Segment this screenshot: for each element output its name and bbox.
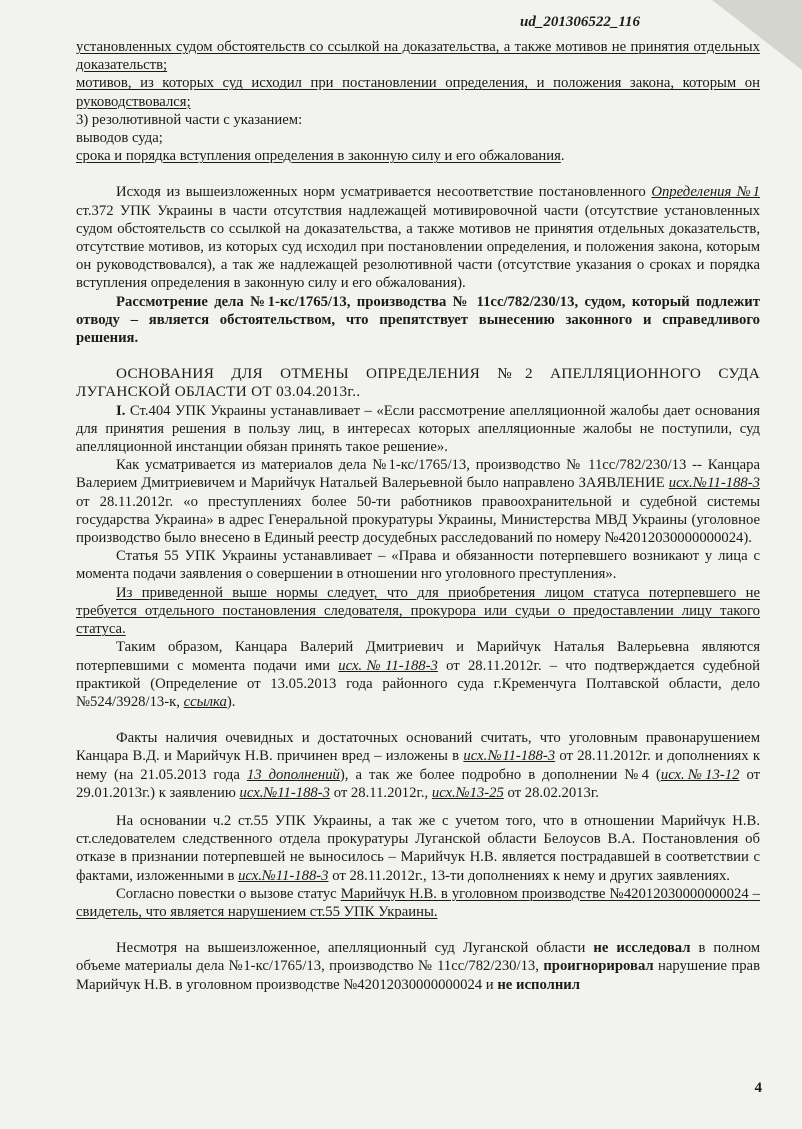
section-heading: ОСНОВАНИЯ ДЛЯ ОТМЕНЫ ОПРЕДЕЛЕНИЯ №2 АПЕЛЛЯЦИОННОГО СУДА ЛУГАНСКОЙ ОБЛАСТИ ОТ 03.04.2013г.. [76,365,760,401]
reference-link[interactable]: исх.№13-25 [431,784,504,801]
reference-link[interactable]: исх.№11-188-3 [668,475,760,492]
paragraph-8: Таким образом, Канцара Валерий Дмитриевич и Марийчук Наталья Валерьевна являются потерпевшими с момента подачи ими исх.№11-188-3 от 28.11.2012г. – что подтверждается судебной практикой (Определение от 13.05.2013 года районного суда г.Кременчуга Полтавской области, дело №524/3928/13-к, ссылка). [76,639,761,710]
paragraph-1d: выводов суда; [76,130,163,147]
paragraph-1e: срока и порядка вступления определения в законную силу и его обжалования. [76,148,565,165]
paragraph-2: Исходя из вышеизложенных норм усматривается несоответствие постановленного Определения №1 ст.372 УПК Украины в части отсутствия надлежащей мотивировочной части (отсутствие установленных судом обстоятельств со ссылкой на доказательства, а также мотивов не принятия отдельных доказательств, отсутствие мотивов, из которых суд исходил при постановлении определения, и положения закона, которым он руководствовался), а так же надлежащей резолютивной части (отсутствие указания о сроках и порядка вступления определения в законную силу и его обжалования). [76,184,761,292]
reference-link[interactable]: исх.№11-188-3 [338,657,438,674]
page-number: 4 [754,1080,762,1096]
reference-link[interactable]: исх.№13-12 [660,766,740,783]
reference-link[interactable]: исх.№11-188-3 [239,784,331,801]
reference-link[interactable]: 13 дополнений [246,766,340,783]
reference-link[interactable]: исх.№11-188-3 [238,867,329,884]
paragraph-1c: 3) резолютивной части с указанием: [76,111,303,128]
paragraph-7: Из приведенной выше нормы следует, что для приобретения лицом статуса потерпевшего не требуется отдельного постановления следователя, прокурора или судьи о предоставлении лицу такого статуса. [76,584,760,638]
paragraph-1a: установленных судом обстоятельств со ссылкой на доказательства, а также мотивов не принятия отдельных доказательств; [76,39,760,74]
paragraph-4: I. Ст.404 УПК Украины устанавливает – «Если рассмотрение апелляционной жалобы дает основания для принятия решения в пользу лиц, в интересах которых апелляционные жалобы не поступили, суд апелляционной инстанции обязан принять такое решение». [76,402,761,456]
paragraph-12: Несмотря на вышеизложенное, апелляционный суд Луганской области не исследовал в полном объеме материалы дела №1-кс/1765/13, производство № 11сс/782/230/13, проигнорировал нарушение прав Марийчук Н.В. в уголовном производстве №42012030000000024 и не исполнил [76,940,761,993]
paragraph-10: На основании ч.2 ст.55 УПК Украины, а так же с учетом того, что в отношении Марийчук Н.В. ст.следователем следственного отдела прокуратуры Луганской области Белоусов В.А. Постановления об отказе в признании потерпевшей не выносилось – Марийчук Н.В. является пострадавшей в соответствии с фактами, изложенными в исх.№11-188-3 от 28.11.2012г., 13-ти дополнениях к нему и других заявлениях. [76,812,760,884]
reference-link[interactable]: исх.№11-188-3 [463,748,556,765]
document-body [76,38,760,994]
folded-corner [712,0,802,70]
reference-link[interactable]: ссылка [183,693,227,710]
paragraph-5: Как усматривается из материалов дела №1-кс/1765/13, производство № 11сс/782/230/13 -- Канцара Валерием Дмитриевичем и Марийчук Натальей Валерьевной было направлено ЗАЯВЛЕНИЕ исх.№11-188-3 от 28.11.2012г. «о преступлениях более 50-ти работников правоохранительной и судебной системы государства Украина» в адрес Генеральной прокуратуры Украины, Министерства МВД Украины (уголовное производство было внесено в Единый реестр досудебных расследований по номеру №42012030000000024). [76,457,760,547]
paragraph-1b: мотивов, из которых суд исходил при постановлении определения, и положения закона, которым он руководствовался; [76,75,760,110]
paragraph-3: Рассмотрение дела №1-кс/1765/13, производства № 11сс/782/230/13, судом, который подлежит отводу – является обстоятельством, что препятствует вынесению законного и справедливого решения. [76,293,760,347]
reference-link[interactable]: Определения №1 [651,184,761,201]
paragraph-6: Статья 55 УПК Украины устанавливает – «Права и обязанности потерпевшего возникают у лица с момента подачи заявления о совершении в отношении нго уголовного преступления». [76,548,760,583]
document-id: ud_201306522_116 [520,14,641,30]
paragraph-9: Факты наличия очевидных и достаточных оснований считать, что уголовным правонарушением Канцара В.Д. и Марийчук Н.В. причинен вред – изложены в исх.№11-188-3 от 28.11.2012г. и дополнениях к нему (на 21.05.2013 года 13 дополнений), а так же более подробно в дополнении №4 (исх.№13-12 от 29.01.2013г.) к заявлению исх.№11-188-3 от 28.11.2012г., исх.№13-25 от 28.02.2013г. [76,730,761,801]
paragraph-11: Согласно повестки о вызове статус Марийчук Н.В. в уголовном производстве №42012030000000024 – свидетель, что является нарушением ст.55 УПК Украины. [76,885,760,920]
